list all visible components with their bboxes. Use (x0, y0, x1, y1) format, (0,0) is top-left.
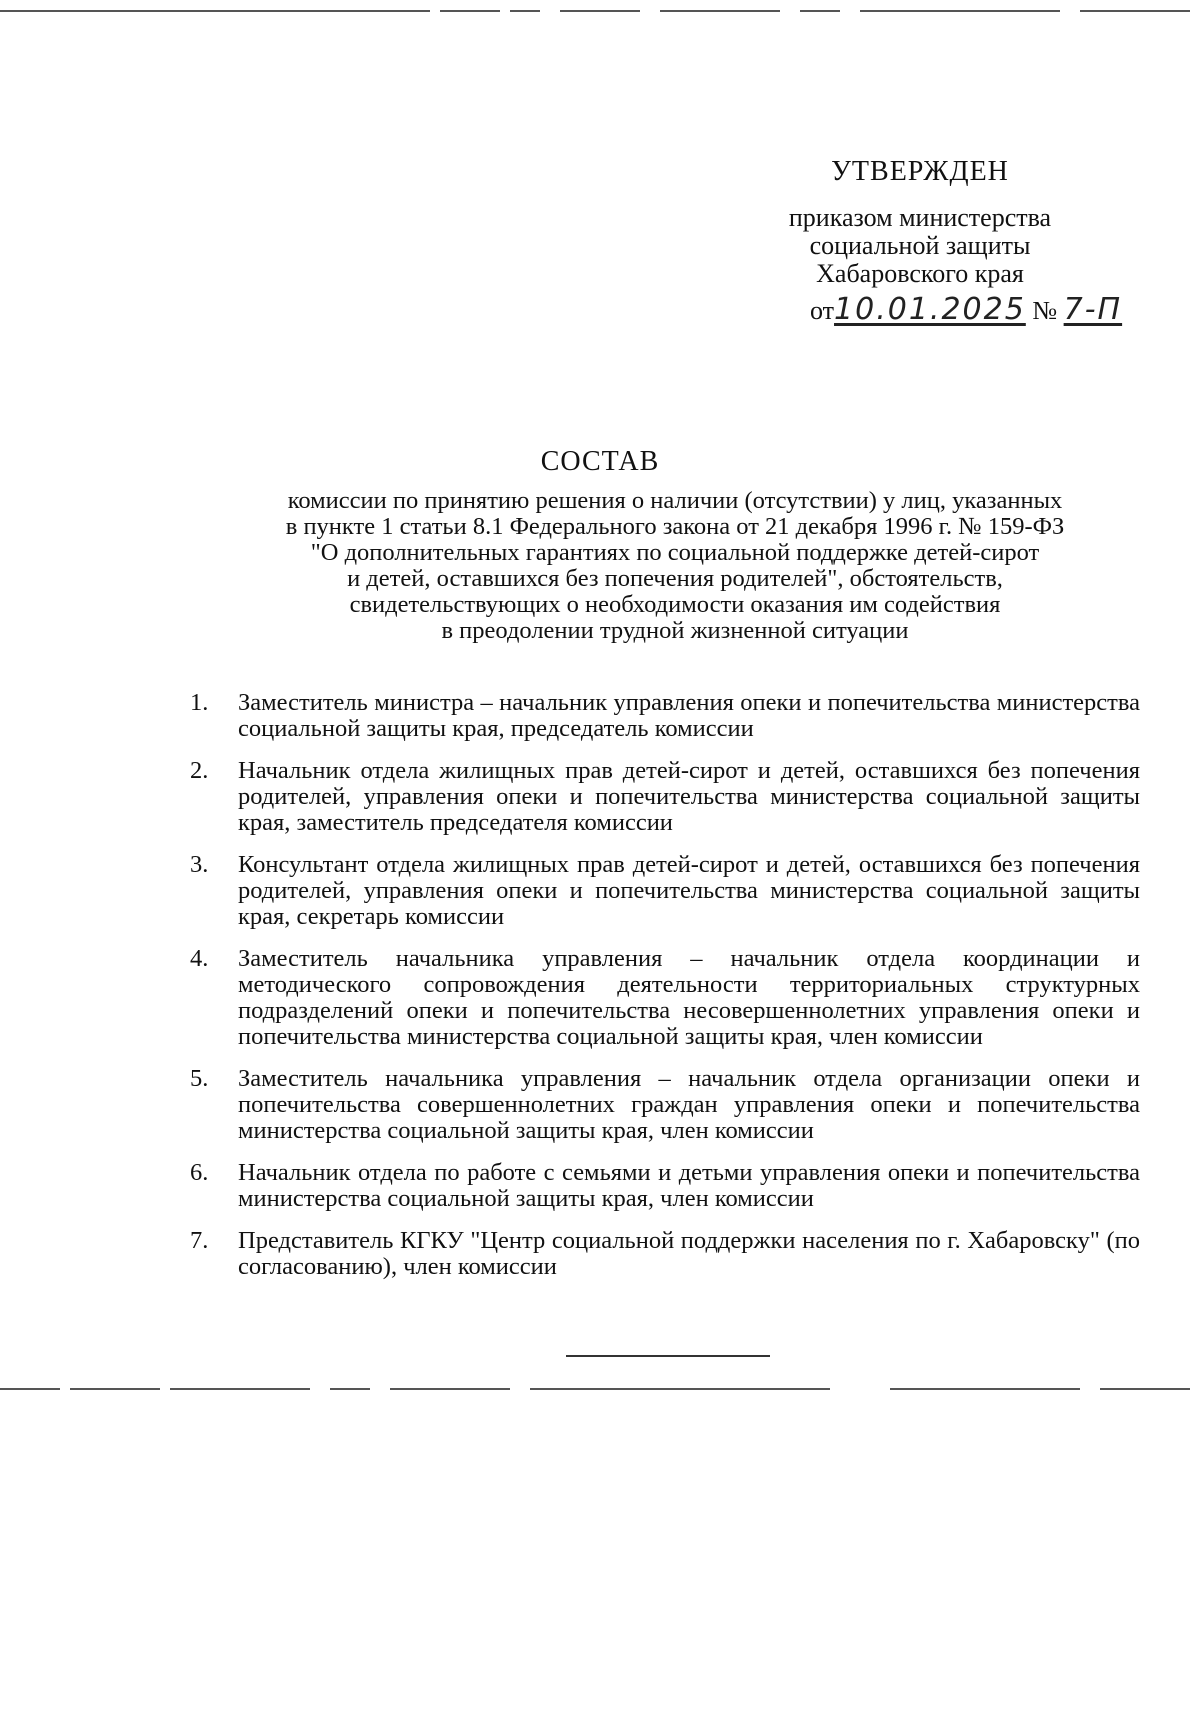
list-item (190, 690, 1140, 742)
approval-line-1: приказом министерства (788, 203, 1052, 232)
list-item (190, 852, 1140, 930)
list-item (190, 1228, 1140, 1280)
scan-artifact-top (0, 10, 1200, 12)
list-item (190, 1160, 1140, 1212)
scan-artifact-bottom (0, 1388, 1200, 1390)
item-number: 3. (190, 851, 209, 878)
approval-line-2: социальной защиты (809, 231, 1031, 260)
item-text: Начальник отдела жилищных прав детей-сирот и детей, оставшихся без попечения родителей, управления опеки и попечительства министерства социальной защиты края, заместитель председателя комиссии (238, 757, 1140, 836)
approval-block (760, 158, 1080, 288)
item-text: Заместитель начальника управления – начальник отдела координации и методического сопровождения деятельности территориальных структурных подразделений опеки и попечительства несовершеннолетних управления опеки и попечительства министерства социальной защиты края, член комиссии (238, 945, 1140, 1050)
list-item (190, 1066, 1140, 1144)
members-list (190, 690, 1140, 1296)
document-subtitle (190, 488, 1160, 644)
item-number: 6. (190, 1159, 209, 1186)
subtitle-line: "О дополнительных гарантиях по социальной поддержке детей-сирот (310, 539, 1040, 566)
document-title: СОСТАВ (540, 446, 660, 477)
approval-title: УТВЕРЖДЕН (831, 156, 1009, 187)
item-text: Заместитель начальника управления – начальник отдела организации опеки и попечительства совершеннолетних граждан управления опеки и попечительства министерства социальной защиты края, член комиссии (238, 1065, 1140, 1144)
item-number: 7. (190, 1227, 209, 1254)
handwritten-number: 7-П (1063, 292, 1123, 327)
item-number: 5. (190, 1065, 209, 1092)
approval-line-3: Хабаровского края (816, 259, 1024, 288)
item-number: 2. (190, 757, 209, 784)
subtitle-line: свидетельствующих о необходимости оказания им содействия (349, 591, 1001, 618)
handwritten-date: 10.01.2025 (834, 292, 1026, 327)
item-number: 4. (190, 945, 209, 972)
subtitle-line: и детей, оставшихся без попечения родителей", обстоятельств, (347, 565, 1003, 592)
end-divider (566, 1355, 770, 1357)
subtitle-line: в преодолении трудной жизненной ситуации (441, 617, 909, 644)
item-text: Представитель КГКУ "Центр социальной поддержки населения по г. Хабаровску" (по согласованию), член комиссии (238, 1227, 1140, 1280)
list-item (190, 758, 1140, 836)
subtitle-line: в пункте 1 статьи 8.1 Федерального закона от 21 декабря 1996 г. № 159-ФЗ (285, 513, 1065, 540)
list-item (190, 946, 1140, 1050)
number-prefix: № (1032, 296, 1058, 325)
item-text: Заместитель министра – начальник управления опеки и попечительства министерства социальной защиты края, председатель комиссии (238, 689, 1140, 742)
item-text: Консультант отдела жилищных прав детей-сирот и детей, оставшихся без попечения родителей, управления опеки и попечительства министерства социальной защиты края, секретарь комиссии (238, 851, 1140, 930)
approval-date-row (810, 292, 1122, 327)
subtitle-line: комиссии по принятию решения о наличии (отсутствии) у лиц, указанных (287, 487, 1063, 514)
item-number: 1. (190, 689, 209, 716)
date-prefix: от (810, 296, 835, 325)
item-text: Начальник отдела по работе с семьями и детьми управления опеки и попечительства министерства социальной защиты края, член комиссии (238, 1159, 1140, 1212)
